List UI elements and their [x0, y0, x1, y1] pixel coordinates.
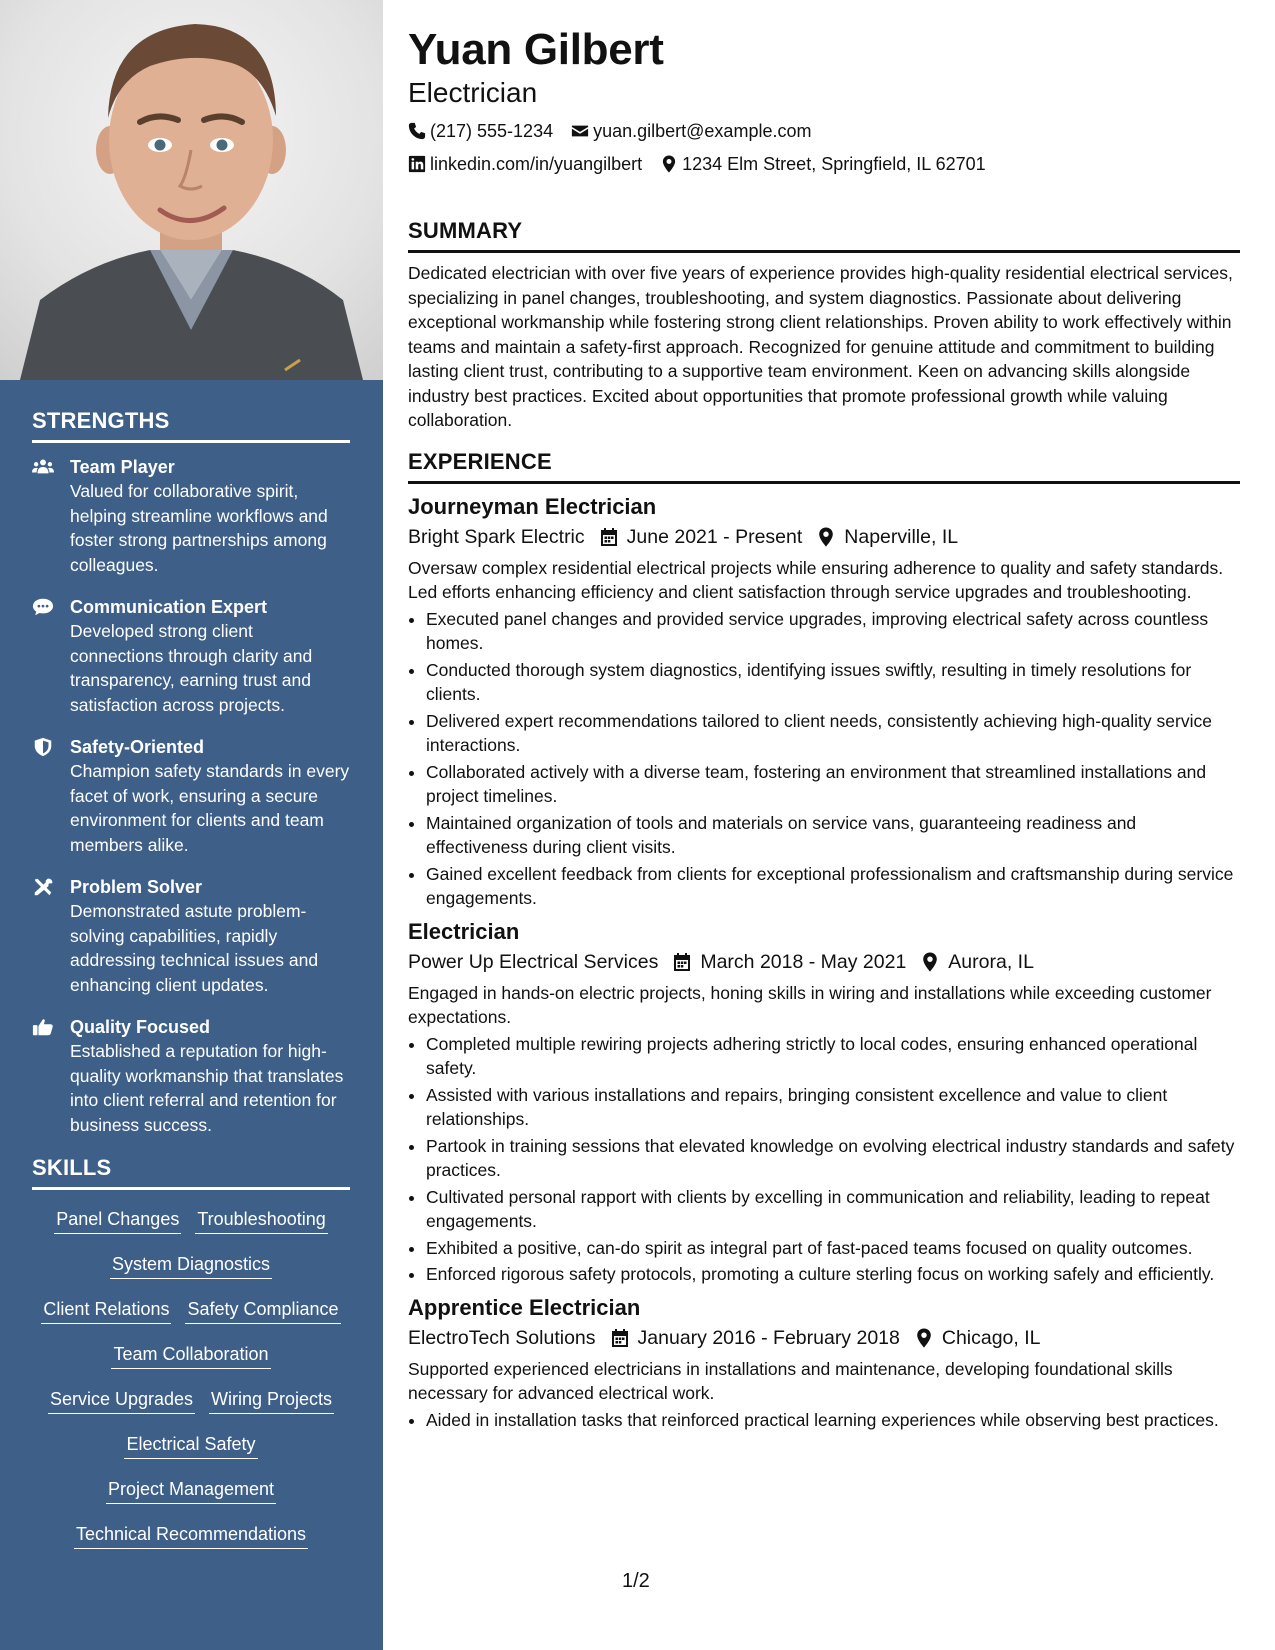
location-pin-icon — [914, 1328, 934, 1348]
location-text: Chicago, IL — [941, 1326, 1041, 1349]
job-role: Electrician — [408, 77, 538, 108]
strengths-heading: STRENGTHS — [32, 408, 350, 443]
email-text[interactable]: yuan.gilbert@example.com — [593, 120, 812, 141]
skill-tag: Team Collaboration — [111, 1343, 270, 1369]
phone-contact — [408, 119, 553, 143]
linkedin-text[interactable]: linkedin.com/in/yuangilbert — [430, 153, 643, 174]
sidebar — [0, 0, 383, 1650]
job-description: Oversaw complex residential electrical projects while ensuring adherence to quality and safety standards. Led efforts enhancing efficiency and client satisfaction through service upgrades and troubleshooting. — [408, 557, 1224, 602]
summary-heading: SUMMARY — [408, 218, 1240, 253]
location-pin-icon — [816, 527, 836, 547]
experience-heading: EXPERIENCE — [408, 449, 1240, 484]
profile-photo — [0, 0, 383, 380]
chat-icon — [32, 597, 54, 617]
job-meta — [408, 1323, 1240, 1353]
page-number: 1/2 — [622, 1570, 650, 1592]
thumbs-up-icon — [32, 1017, 54, 1037]
bullet-item: • Maintained organization of tools and materials on service vans, guaranteeing readiness and effectiveness during client visits. — [426, 811, 1240, 860]
bullet-item: • Exhibited a positive, can-do spirit as integral part of fast-paced teams focused on quality outcomes. — [426, 1236, 1240, 1261]
shield-icon — [32, 737, 54, 757]
bullet-item: • Completed multiple rewiring projects adhering strictly to local codes, ensuring enhanced operational safety. — [426, 1032, 1240, 1081]
address-text: 1234 Elm Street, Springfield, IL 62701 — [682, 153, 986, 174]
strength-description: Valued for collaborative spirit, helping streamline workflows and foster strong partnerships among colleagues. — [70, 481, 328, 575]
strength-title: Quality Focused — [70, 1017, 211, 1037]
portrait-illustration — [0, 0, 383, 380]
job-bullets — [408, 1032, 1240, 1287]
email-contact[interactable] — [571, 119, 811, 143]
strength-description: Champion safety standards in every facet of work, ensuring a secure environment for clients and team members alike. — [70, 761, 350, 855]
strength-description: Developed strong client connections through clarity and transparency, earning trust and satisfaction across projects. — [70, 621, 313, 715]
strength-description: Established a reputation for high-quality workmanship that translates into client referral and retention for business success. — [70, 1041, 344, 1135]
job-bullets — [408, 607, 1240, 911]
main-content — [408, 24, 1240, 1434]
calendar-icon — [610, 1328, 630, 1348]
bullet-item: • Delivered expert recommendations tailored to client needs, consistently achieving high-quality service interactions. — [426, 709, 1240, 758]
users-icon — [32, 457, 54, 477]
bullet-item: • Collaborated actively with a diverse team, fostering an environment that streamlined installations and project timelines. — [426, 760, 1240, 809]
job-location — [816, 522, 958, 552]
bullet-item: • Enforced rigorous safety protocols, promoting a culture sterling focus on working safely and efficiently. — [426, 1262, 1240, 1287]
location-pin-icon — [920, 952, 940, 972]
summary-text: Dedicated electrician with over five years of experience provides high-quality residential electrical services, specializing in panel changes, troubleshooting, and system diagnostics. Passionate about delivering exceptional workmanship while fostering strong client relationships. Proven ability to work effectively within teams and maintain a safety-first approach. Recognized for genuine attitude and commitment to building lasting client trust, contributing to a supportive team environment. Keen on advancing skills alongside industry best practices. Excited about opportunities that promote professional growth while valuing collaboration. — [408, 263, 1233, 430]
job-title: Electrician — [408, 918, 520, 944]
dates-text: June 2021 - Present — [626, 525, 803, 548]
bullet-item: • Gained excellent feedback from clients for exceptional professionalism and craftsmanship during service engagements. — [426, 862, 1240, 911]
calendar-icon — [599, 527, 619, 547]
phone-text: (217) 555-1234 — [430, 120, 554, 141]
strength-item — [32, 735, 350, 857]
skills-list — [32, 1208, 350, 1568]
skill-tag: System Diagnostics — [110, 1253, 272, 1279]
skill-tag: Service Upgrades — [48, 1388, 195, 1414]
skill-tag: Panel Changes — [54, 1208, 181, 1234]
job-bullets — [408, 1408, 1240, 1433]
job-meta — [408, 947, 1240, 977]
person-name: Yuan Gilbert — [408, 25, 664, 74]
bullet-item: • Executed panel changes and provided service upgrades, improving electrical safety across countless homes. — [426, 607, 1240, 656]
strength-item — [32, 875, 350, 997]
company-name: Power Up Electrical Services — [408, 950, 659, 973]
job-entry — [408, 917, 1240, 1287]
bullet-item: • Cultivated personal rapport with clients by excelling in communication and reliability, leading to repeat engagements. — [426, 1185, 1240, 1234]
skill-tag: Safety Compliance — [185, 1298, 340, 1324]
company-name: ElectroTech Solutions — [408, 1326, 596, 1349]
address-contact — [660, 152, 986, 176]
strength-title: Safety-Oriented — [70, 737, 205, 757]
job-description: Supported experienced electricians in installations and maintenance, developing foundational skills necessary for advanced electrical work. — [408, 1358, 1173, 1403]
dates-text: January 2016 - February 2018 — [637, 1326, 900, 1349]
skills-heading: SKILLS — [32, 1155, 350, 1190]
dates-text: March 2018 - May 2021 — [700, 950, 907, 973]
location-text: Naperville, IL — [844, 525, 959, 548]
job-dates — [610, 1323, 900, 1353]
calendar-icon — [672, 952, 692, 972]
job-location — [914, 1323, 1041, 1353]
job-entry — [408, 492, 1240, 911]
job-title: Apprentice Electrician — [408, 1294, 641, 1320]
linkedin-contact[interactable] — [408, 152, 642, 176]
skill-tag: Project Management — [106, 1478, 276, 1504]
bullet-item: • Assisted with various installations and repairs, bringing consistent excellence and value to client relationships. — [426, 1083, 1240, 1132]
location-text: Aurora, IL — [948, 950, 1034, 973]
skill-tag: Technical Recommendations — [74, 1523, 308, 1549]
job-meta — [408, 522, 1240, 552]
skill-tag: Client Relations — [41, 1298, 171, 1324]
job-location — [920, 947, 1034, 977]
bullet-item: • Partook in training sessions that elevated knowledge on evolving electrical industry standards and safety practices. — [426, 1134, 1240, 1183]
phone-icon — [408, 122, 426, 140]
contact-info — [408, 114, 1240, 180]
linkedin-icon — [408, 155, 426, 173]
envelope-icon — [571, 122, 589, 140]
tools-icon — [32, 877, 54, 897]
bullet-item: • Conducted thorough system diagnostics, identifying issues swiftly, resulting in timely resolutions for clients. — [426, 658, 1240, 707]
strength-title: Problem Solver — [70, 877, 203, 897]
skill-tag: Electrical Safety — [124, 1433, 257, 1459]
job-entry — [408, 1293, 1240, 1433]
skill-tag: Wiring Projects — [209, 1388, 334, 1414]
job-dates — [599, 522, 803, 552]
job-dates — [672, 947, 906, 977]
strength-item — [32, 455, 350, 577]
skill-tag: Troubleshooting — [195, 1208, 327, 1234]
strength-title: Communication Expert — [70, 597, 268, 617]
bullet-item: • Aided in installation tasks that reinforced practical learning experiences while observing best practices. — [426, 1408, 1240, 1433]
strength-item — [32, 1015, 350, 1137]
job-title: Journeyman Electrician — [408, 493, 657, 519]
location-pin-icon — [660, 155, 678, 173]
strength-description: Demonstrated astute problem-solving capabilities, rapidly addressing technical issues and enhancing client updates. — [70, 901, 319, 995]
strength-item — [32, 595, 350, 717]
strength-title: Team Player — [70, 457, 175, 477]
company-name: Bright Spark Electric — [408, 525, 585, 548]
job-description: Engaged in hands-on electric projects, honing skills in wiring and installations while exceeding customer expectations. — [408, 982, 1212, 1027]
